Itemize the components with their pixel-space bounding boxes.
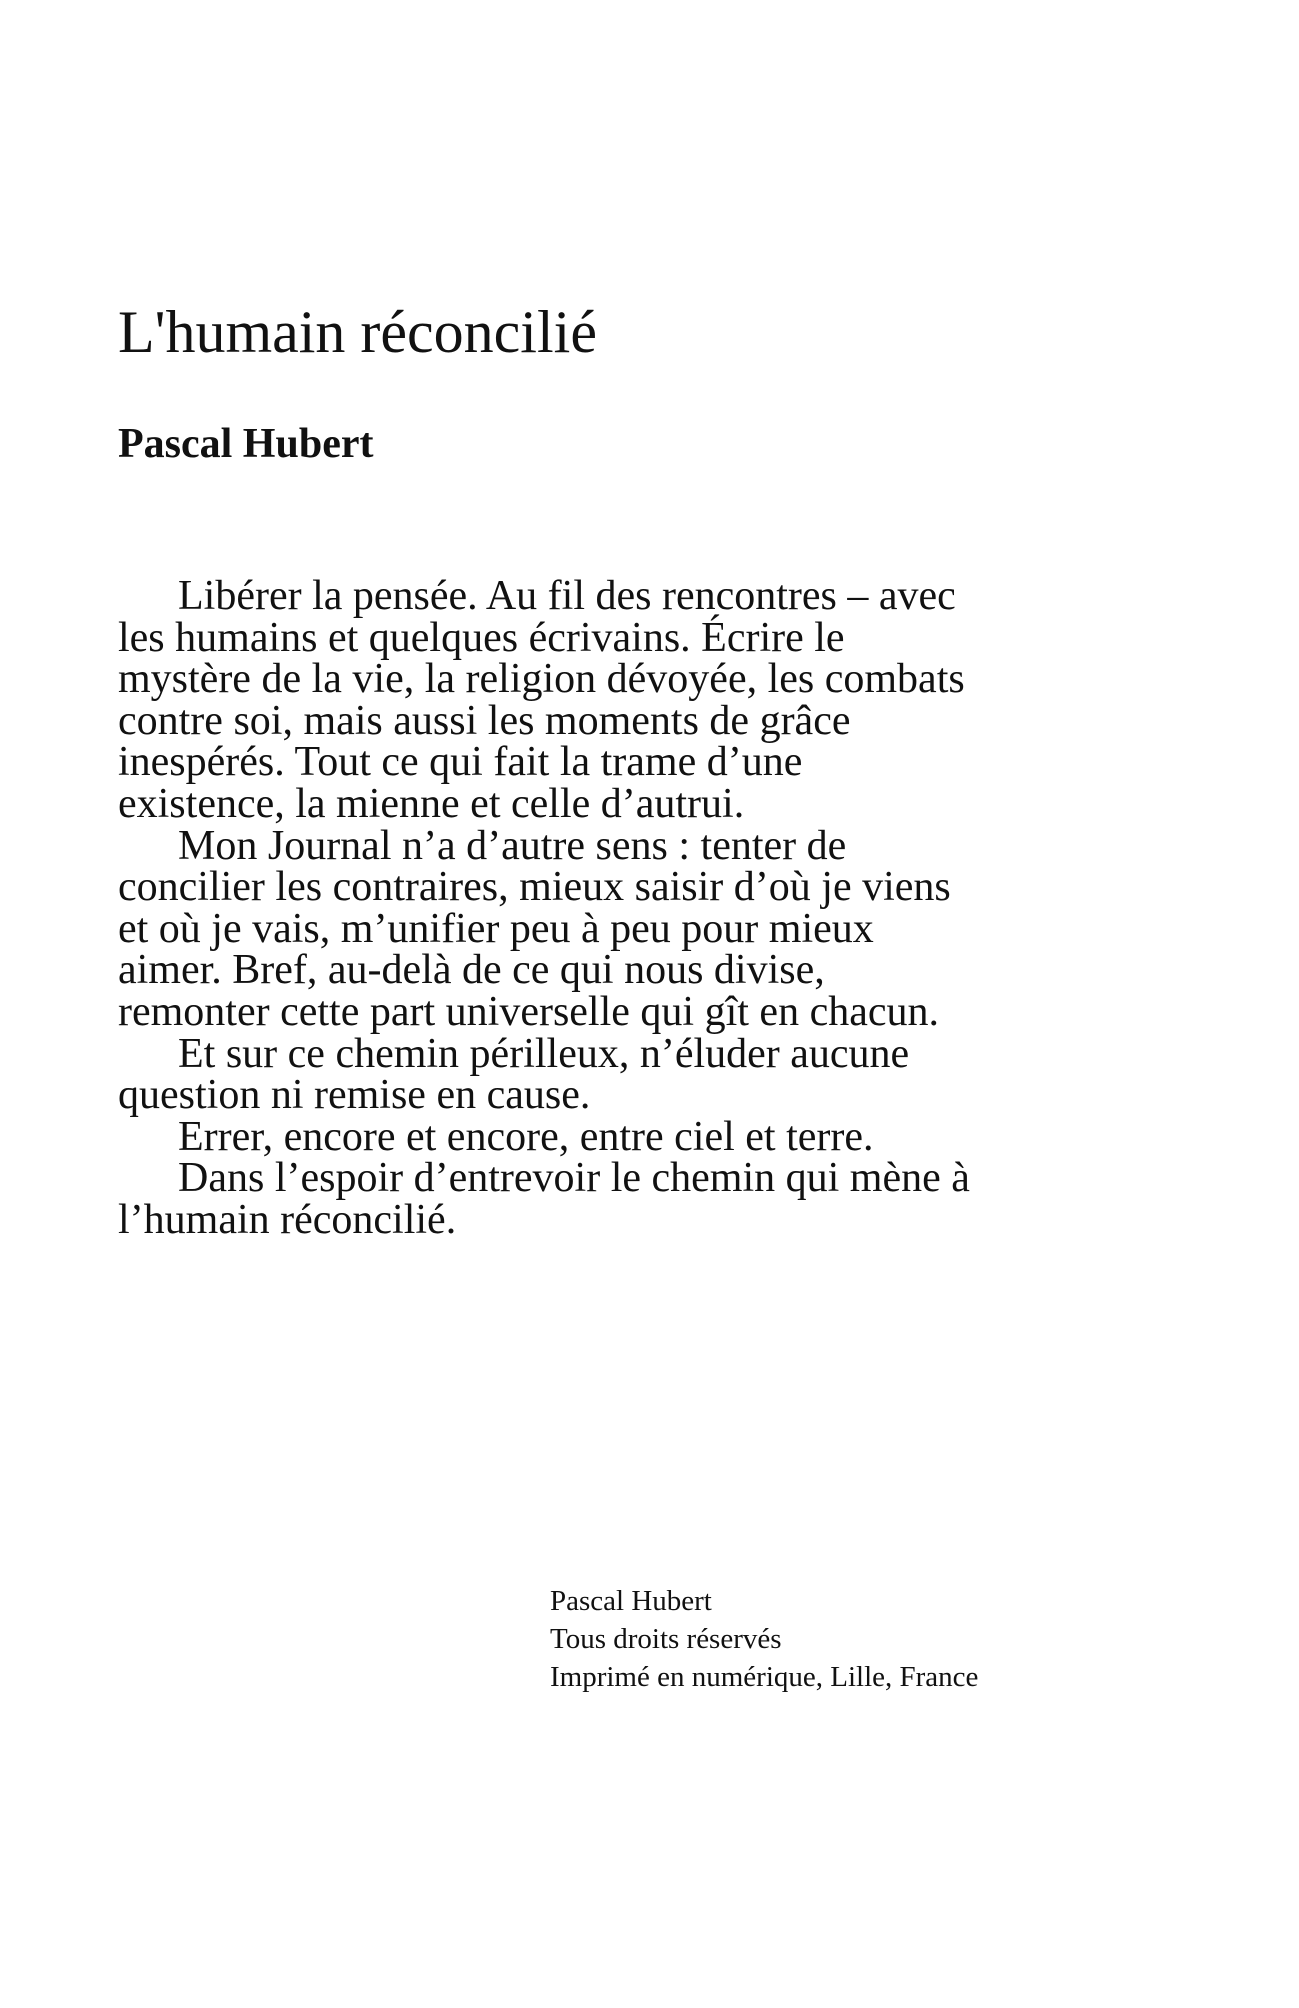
book-author: Pascal Hubert [118, 421, 374, 467]
book-title: L'humain réconcilié [118, 299, 597, 365]
colophon-rights: Tous droits réservés [550, 1623, 782, 1655]
colophon [550, 1582, 978, 1696]
paragraph: Dans l’espoir d’entrevoir le chemin qui mène à l’humain réconcilié. [118, 1155, 970, 1243]
colophon-author: Pascal Hubert [550, 1585, 712, 1617]
paragraph: Et sur ce chemin périlleux, n’éluder aucune question ni remise en cause. [118, 1030, 910, 1119]
back-cover-text [118, 573, 978, 1243]
paragraph: Mon Journal n’a d’autre sens : tenter de concilier les contraires, mieux saisir d’où je viens et où je vais, m’unifier peu à peu pour mieux aimer. Bref, au-delà de ce qui nous divise, remonter cette part universelle qui gît en chacun. [118, 822, 951, 1035]
colophon-printed: Imprimé en numérique, Lille, France [550, 1661, 979, 1693]
paragraph: Errer, encore et encore, entre ciel et terre. [178, 1113, 874, 1160]
paragraph: Libérer la pensée. Au fil des rencontres – avec les humains et quelques écrivains. Écrire le mystère de la vie, la religion dévoyée, les combats contre soi, mais aussi les moments de grâce inespérés. Tout ce qui fait la trame d’une existence, la mienne et celle d’autrui. [118, 573, 965, 827]
